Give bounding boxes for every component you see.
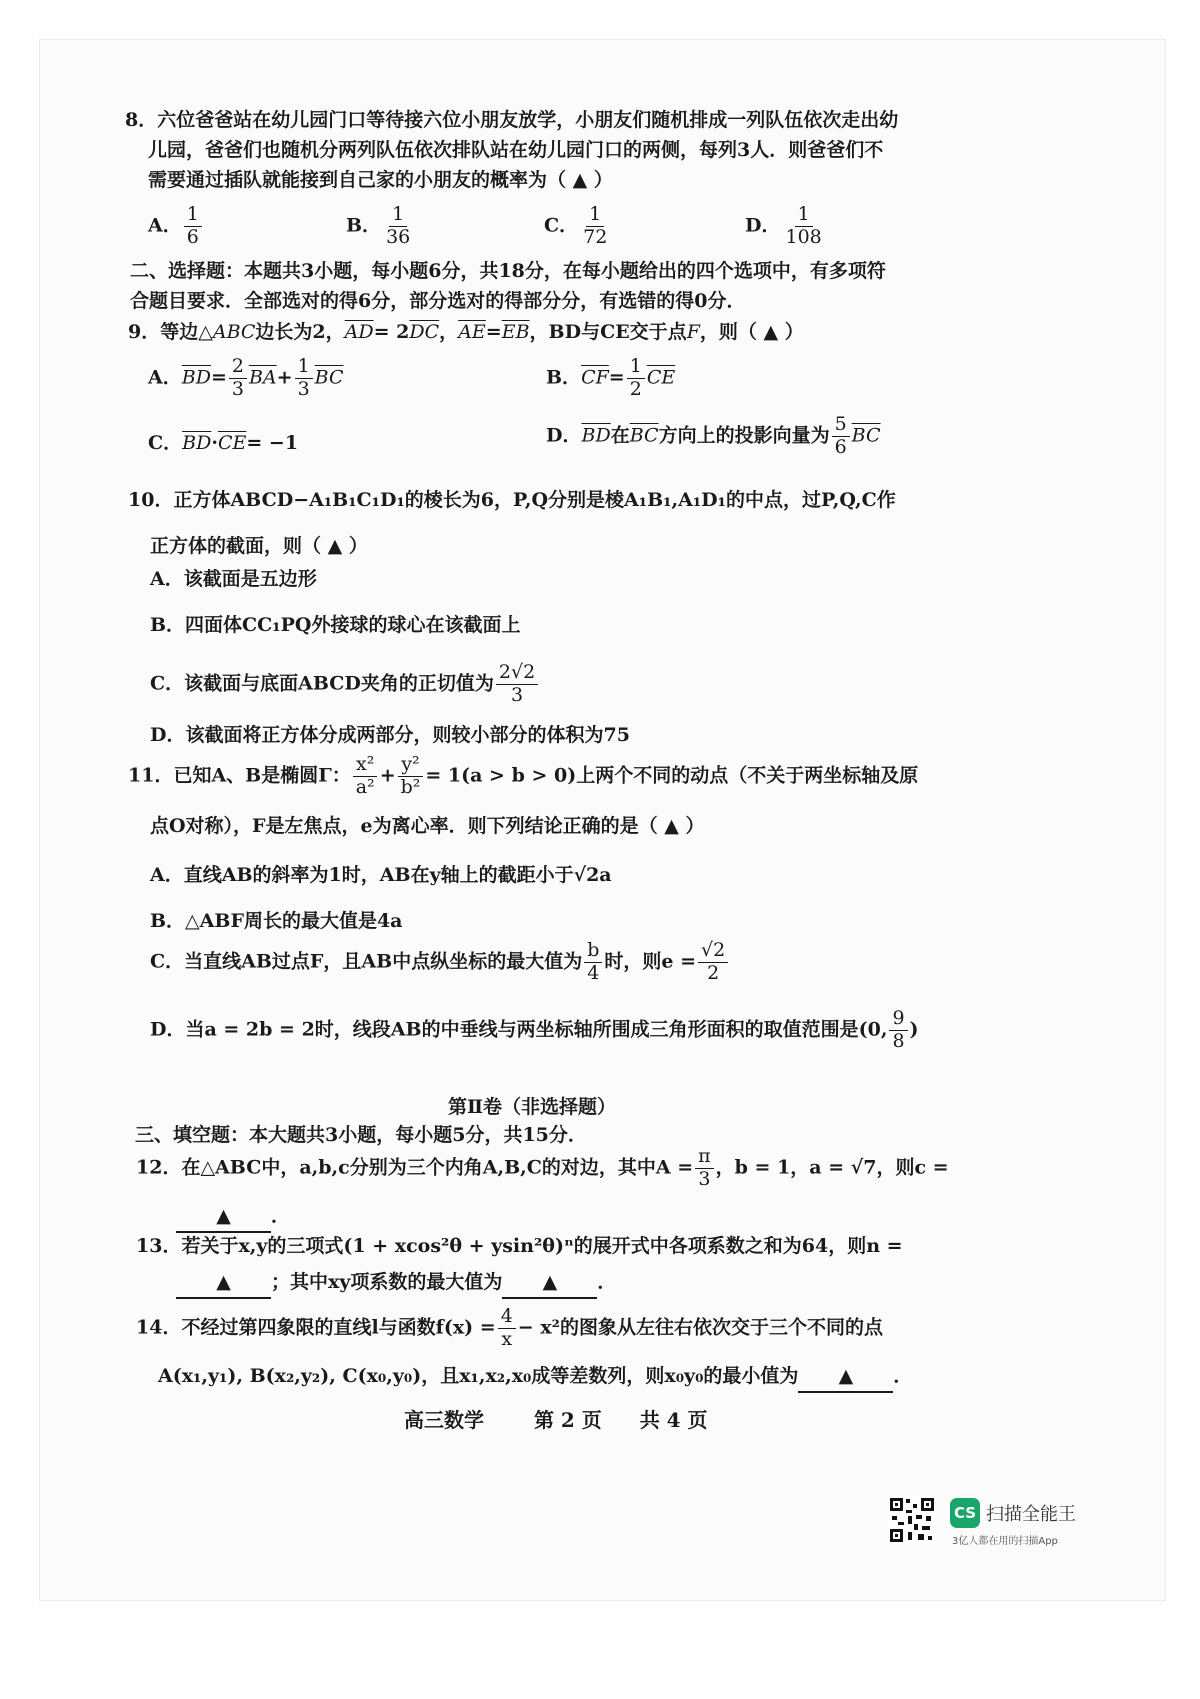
q13-line1: 13．若关于x,y的三项式(1 + xcos²θ + ysin²θ)ⁿ的展开式中各项系数之和为64，则n = bbox=[136, 1235, 903, 1257]
fraction: $\frac{1}{108}$ bbox=[785, 203, 822, 248]
q10-option-d: D．该截面将正方体分成两部分，则较小部分的体积为75 bbox=[150, 724, 630, 746]
q9-option-c: C．$\overline{BD}\cdot\overline{CE}= -1$ bbox=[148, 432, 299, 454]
q11-stem: 11．已知A、B是椭圆Γ： $\frac{\text{x²}}{\text{a²}}$ + $\frac{\text{y²}}{\text{b²}}$ = 1(a > b > 0)上两个不同的动点（不关于两坐标轴及原 bbox=[128, 753, 919, 798]
q8-option-c bbox=[544, 204, 612, 249]
page-footer bbox=[404, 1404, 708, 1433]
fraction: $\frac{1}{72}$ bbox=[583, 203, 608, 248]
q8-line3: 需要通过插队就能接到自己家的小朋友的概率为（ ▲ ） bbox=[148, 169, 613, 191]
q10-option-c: C．该截面与底面ABCD夹角的正切值为 $\frac{2√2}{3}$ bbox=[150, 662, 540, 707]
q9-option-d: D．$\overline{BD}$在$\overline{BC}$方向上的投影向量为 $\frac{5}{6}$ $\overline{BC}$ bbox=[546, 413, 881, 458]
option-label: B． bbox=[346, 214, 382, 237]
q10-line2: 正方体的截面，则（ ▲ ） bbox=[150, 535, 368, 557]
q11-option-d: D．当a = 2b = 2时，线段AB的中垂线与两坐标轴所围成三角形面积的取值范围是(0, $\frac{9}{8}$ ) bbox=[150, 1007, 919, 1052]
q11-option-a: A．直线AB的斜率为1时，AB在y轴上的截距小于√2a bbox=[150, 864, 612, 886]
q9-stem: 9．等边△ABC边长为2，$\overline{AD}= 2\overline{DC}$，$\overline{AE}=\overline{EB}$，BD与CE交于点F，则（ ▲ ） bbox=[128, 321, 804, 343]
scanner-tagline: 3亿人都在用的扫描App bbox=[952, 1536, 1058, 1547]
q12-stem: 12．在△ABC中，a,b,c分别为三个内角A,B,C的对边，其中A = $\frac{\pi}{3}$ ，b = 1，a = √7，则c = bbox=[136, 1145, 949, 1190]
section2-line1: 二、选择题：本题共3小题，每小题6分，共18分，在每小题给出的四个选项中，有多项符 bbox=[130, 260, 886, 282]
q14-line2: A(x₁,y₁), B(x₂,y₂), C(x₀,y₀)，且x₁,x₂,x₀成等差数列，则x₀y₀的最小值为 ▲ ． bbox=[158, 1362, 912, 1393]
footer-total-pages: 共 4 页 bbox=[639, 1408, 708, 1432]
option-label: D． bbox=[745, 214, 781, 237]
section2-line2: 合题目要求．全部选对的得6分，部分选对的得部分分，有选错的得0分． bbox=[130, 290, 746, 312]
q8-line2: 儿园，爸爸们也随机分两列队伍依次排队站在幼儿园门口的两侧，每列3人．则爸爸们不 bbox=[148, 139, 884, 161]
answer-blank: ▲ bbox=[176, 1202, 271, 1233]
q13-line2: ▲ ；其中xy项系数的最大值为 ▲ ． bbox=[176, 1268, 616, 1299]
qr-code-icon bbox=[888, 1496, 936, 1544]
q10-option-a: A．该截面是五边形 bbox=[150, 568, 317, 590]
q8-option-b bbox=[346, 204, 415, 249]
q11-option-c: C．当直线AB过点F，且AB中点纵坐标的最大值为 $\frac{b}{4}$ 时，则e = $\frac{√2}{2}$ bbox=[150, 940, 730, 985]
fraction: $\frac{1}{36}$ bbox=[386, 203, 411, 248]
footer-page-number: 第 2 页 bbox=[533, 1408, 602, 1432]
answer-blank: ▲ bbox=[798, 1362, 893, 1393]
answer-blank: ▲ bbox=[176, 1268, 271, 1299]
q9-option-a: A．$\overline{BD}=$ $\frac{2}{3}$ $\overline{BA}+$ $\frac{1}{3}$ $\overline{BC}$ bbox=[148, 355, 344, 400]
q8-option-a bbox=[148, 204, 204, 249]
option-label: A． bbox=[148, 214, 182, 237]
q8-option-d bbox=[745, 204, 827, 249]
q11-line2: 点O对称），F是左焦点，e为离心率．则下列结论正确的是（ ▲ ） bbox=[150, 815, 705, 837]
q12-answer-line: ▲ ． bbox=[176, 1202, 290, 1233]
q11-option-b: B．△ABF周长的最大值是4a bbox=[150, 910, 403, 932]
q8-line1: 8．六位爸爸站在幼儿园门口等待接六位小朋友放学，小朋友们随机排成一列队伍依次走出幼 bbox=[125, 109, 899, 131]
camscanner-logo-icon: CS bbox=[950, 1498, 980, 1528]
answer-blank: ▲ bbox=[502, 1268, 597, 1299]
part2-title: 第Ⅱ卷（非选择题） bbox=[448, 1096, 617, 1118]
footer-subject: 高三数学 bbox=[404, 1408, 484, 1432]
option-label: C． bbox=[544, 214, 579, 237]
q10-line1: 10．正方体ABCD−A₁B₁C₁D₁的棱长为6，P,Q分别是棱A₁B₁,A₁D₁的中点，过P,Q,C作 bbox=[128, 489, 896, 511]
scanner-brand: 扫描全能王 bbox=[986, 1504, 1076, 1525]
q9-option-b: B．$\overline{CF}=$ $\frac{1}{2}$ $\overline{CE}$ bbox=[546, 355, 676, 400]
q10-option-b: B．四面体CC₁PQ外接球的球心在该截面上 bbox=[150, 614, 521, 636]
q14-stem: 14．不经过第四象限的直线l与函数f(x) = $\frac{4}{x}$ − x²的图象从左往右依次交于三个不同的点 bbox=[136, 1305, 883, 1350]
section3-heading: 三、填空题：本大题共3小题，每小题5分，共15分． bbox=[135, 1124, 587, 1146]
fraction: $\frac{1}{6}$ bbox=[184, 204, 202, 249]
